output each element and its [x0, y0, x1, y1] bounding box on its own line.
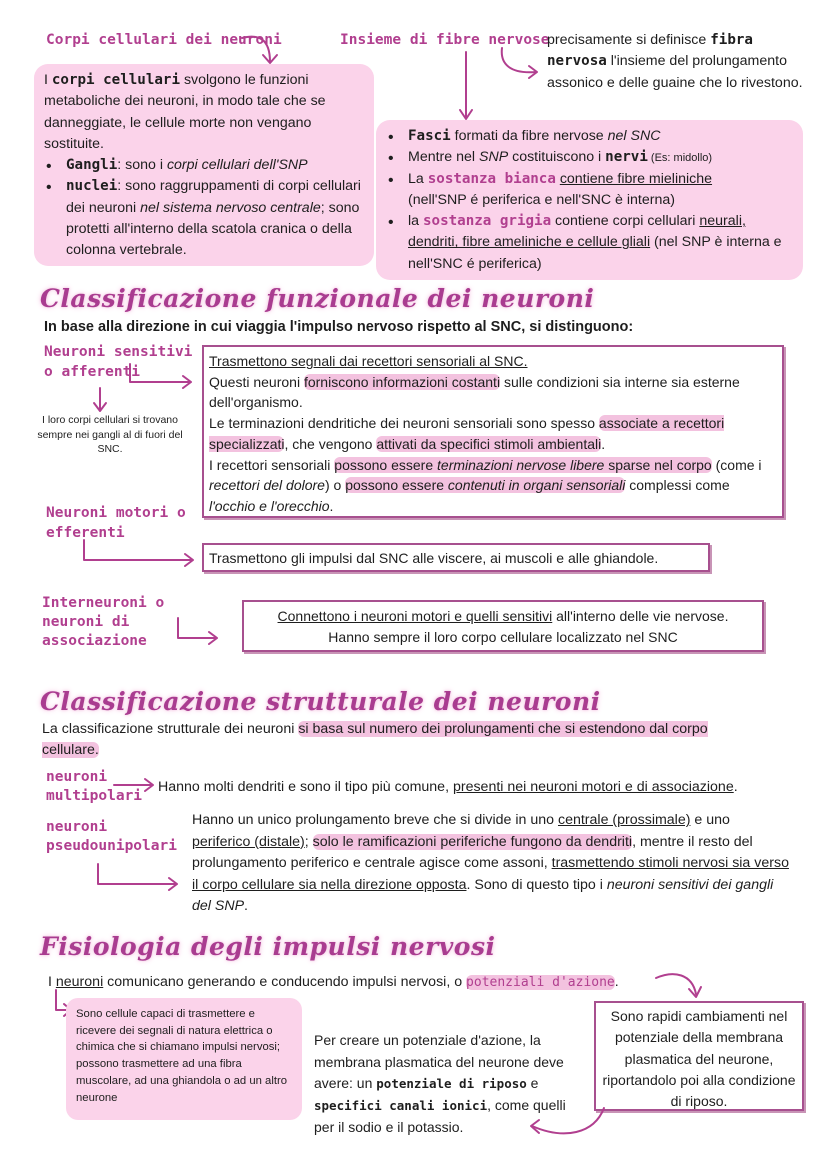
- arrow-icon: [96, 862, 186, 892]
- motori-box: Trasmettono gli impulsi dal SNC alle viscere, ai muscoli e alle ghiandole.: [202, 543, 710, 572]
- pseudo-text: Hanno un unico prolungamento breve che si divide in uno centrale (prossimale) e uno periferico (distale); solo le ramificazioni periferiche fungono da dendriti, mentre il resto del prolungamento periferico e centrale agisce come assoni, trasmettendo stimoli nervosi sia verso il corpo cellulare sia nella direzione opposta. Sono di questo tipo i neuroni sensitivi dei gangli del SNP.: [192, 812, 789, 915]
- cell-bodies-box: I corpi cellulari svolgono le funzioni metaboliche dei neuroni, in modo tale che se danneggiate, le cellule morte non vengano sostituite. • Gangli: sono i corpi cellulari dell'SNP • nuclei: sono raggruppamenti di corpi cellulari dei neuroni nel sistema nervoso centrale; sono protetti all'interno della scatola cranica o della colonna vertebrale.: [34, 64, 374, 266]
- sensitivi-label: Neuroni sensitivi o afferenti: [44, 344, 193, 380]
- motori-label: Neuroni motori o efferenti: [46, 505, 186, 541]
- strutturale-intro: La classificazione strutturale dei neuroni si basa sul numero dei prolungamenti che si estendono dal corpo cellulare.: [42, 721, 708, 759]
- arrow-icon: [128, 362, 200, 392]
- arrow-icon: [654, 972, 704, 1004]
- list-item: • Fasci formati da fibre nervose nel SNC: [386, 126, 793, 147]
- potenziale-text: Per creare un potenziale d'azione, la membrana plasmatica del neurone deve avere: un potenziale di riposo e specifici canali ionici, come quelli per il sodio e il potassio.: [314, 1032, 566, 1135]
- neuroni-definition-box: Sono cellule capaci di trasmettere e ricevere dei segnali di natura elettrica o chimica che si chiamano impulsi nervosi; possono trasmettere ad una fibra muscolare, ad una ghiandola o ad un altro neurone: [66, 998, 302, 1120]
- arrow-icon: [240, 32, 280, 68]
- arrow-icon: [496, 46, 544, 78]
- multi-label: neuroni multipolari: [46, 769, 143, 804]
- arrow-icon: [460, 52, 476, 122]
- section-title-strutturale: Classificazione strutturale dei neuroni: [40, 687, 601, 716]
- arrow-icon: [524, 1106, 608, 1142]
- fibre-box: [376, 120, 803, 280]
- inter-label: Interneuroni o neuroni di associazione: [42, 595, 165, 649]
- list-item: • Mentre nel SNP costituiscono i nervi (Es: midollo): [386, 147, 793, 168]
- arrow-icon: [94, 388, 108, 414]
- cell-bodies-label: Corpi cellulari dei neuroni: [46, 32, 282, 48]
- funzionale-intro: In base alla direzione in cui viaggia l'impulso nervoso rispetto al SNC, si distinguono:: [44, 319, 634, 335]
- sensitivi-box: Trasmettono segnali dai recettori sensoriali al SNC. Questi neuroni forniscono informazioni costanti sulle condizioni sia interne sia esterne dell'organismo. Le terminazioni dendritiche dei neuroni sensoriali sono spesso associate a recettori specializzati, che vengono attivati da specifici stimoli ambientali. I recettori sensoriali possono essere terminazioni nervose libere sparse nel corpo (come i recettori del dolore) o possono essere contenuti in organi sensoriali complessi come l'occhio e l'orecchio.: [202, 345, 784, 518]
- section-title-fisiologia: Fisiologia degli impulsi nervosi: [40, 932, 496, 961]
- multi-text: Hanno molti dendriti e sono il tipo più comune, presenti nei neuroni motori e di associazione.: [158, 779, 738, 795]
- list-item: • Gangli: sono i corpi cellulari dell'SNP: [44, 155, 364, 176]
- arrow-icon: [112, 778, 160, 792]
- section-title-funzionale: Classificazione funzionale dei neuroni: [40, 284, 595, 313]
- fisiologia-line: I neuroni comunicano generando e conducendo impulsi nervosi, o potenziali d'azione.: [48, 974, 619, 990]
- inter-box: Connettono i neuroni motori e quelli sensitivi all'interno delle vie nervose. Hanno sempre il loro corpo cellulare localizzato nel SNC: [242, 600, 764, 652]
- sensitivi-note: I loro corpi cellulari si trovano sempre nei gangli al di fuori del SNC.: [37, 414, 183, 456]
- potenziali-azione-box: Sono rapidi cambiamenti nel potenziale della membrana plasmatica del neurone, riportandolo poi alla condizione di riposo.: [594, 1001, 804, 1111]
- pseudo-label: neuroni pseudounipolari: [46, 819, 177, 854]
- arrow-icon: [82, 538, 202, 568]
- list-item: • nuclei: sono raggruppamenti di corpi cellulari dei neuroni nel sistema nervoso centrale; sono protetti all'interno della scatola cranica o della colonna vertebrale.: [44, 176, 364, 261]
- arrow-icon: [176, 616, 226, 646]
- fibra-definition: precisamente si definisce fibra nervosa l'insieme del prolungamento assonico e delle guaine che lo rivestono.: [547, 32, 803, 91]
- list-item: • La sostanza bianca contiene fibre mieliniche (nell'SNP é periferica e nell'SNC è interna): [386, 169, 793, 212]
- fibre-label: Insieme di fibre nervose: [340, 32, 550, 48]
- list-item: • la sostanza grigia contiene corpi cellulari neurali, dendriti, fibre ameliniche e cellule gliali (nel SNP è interna e nell'SNC é periferica): [386, 211, 793, 275]
